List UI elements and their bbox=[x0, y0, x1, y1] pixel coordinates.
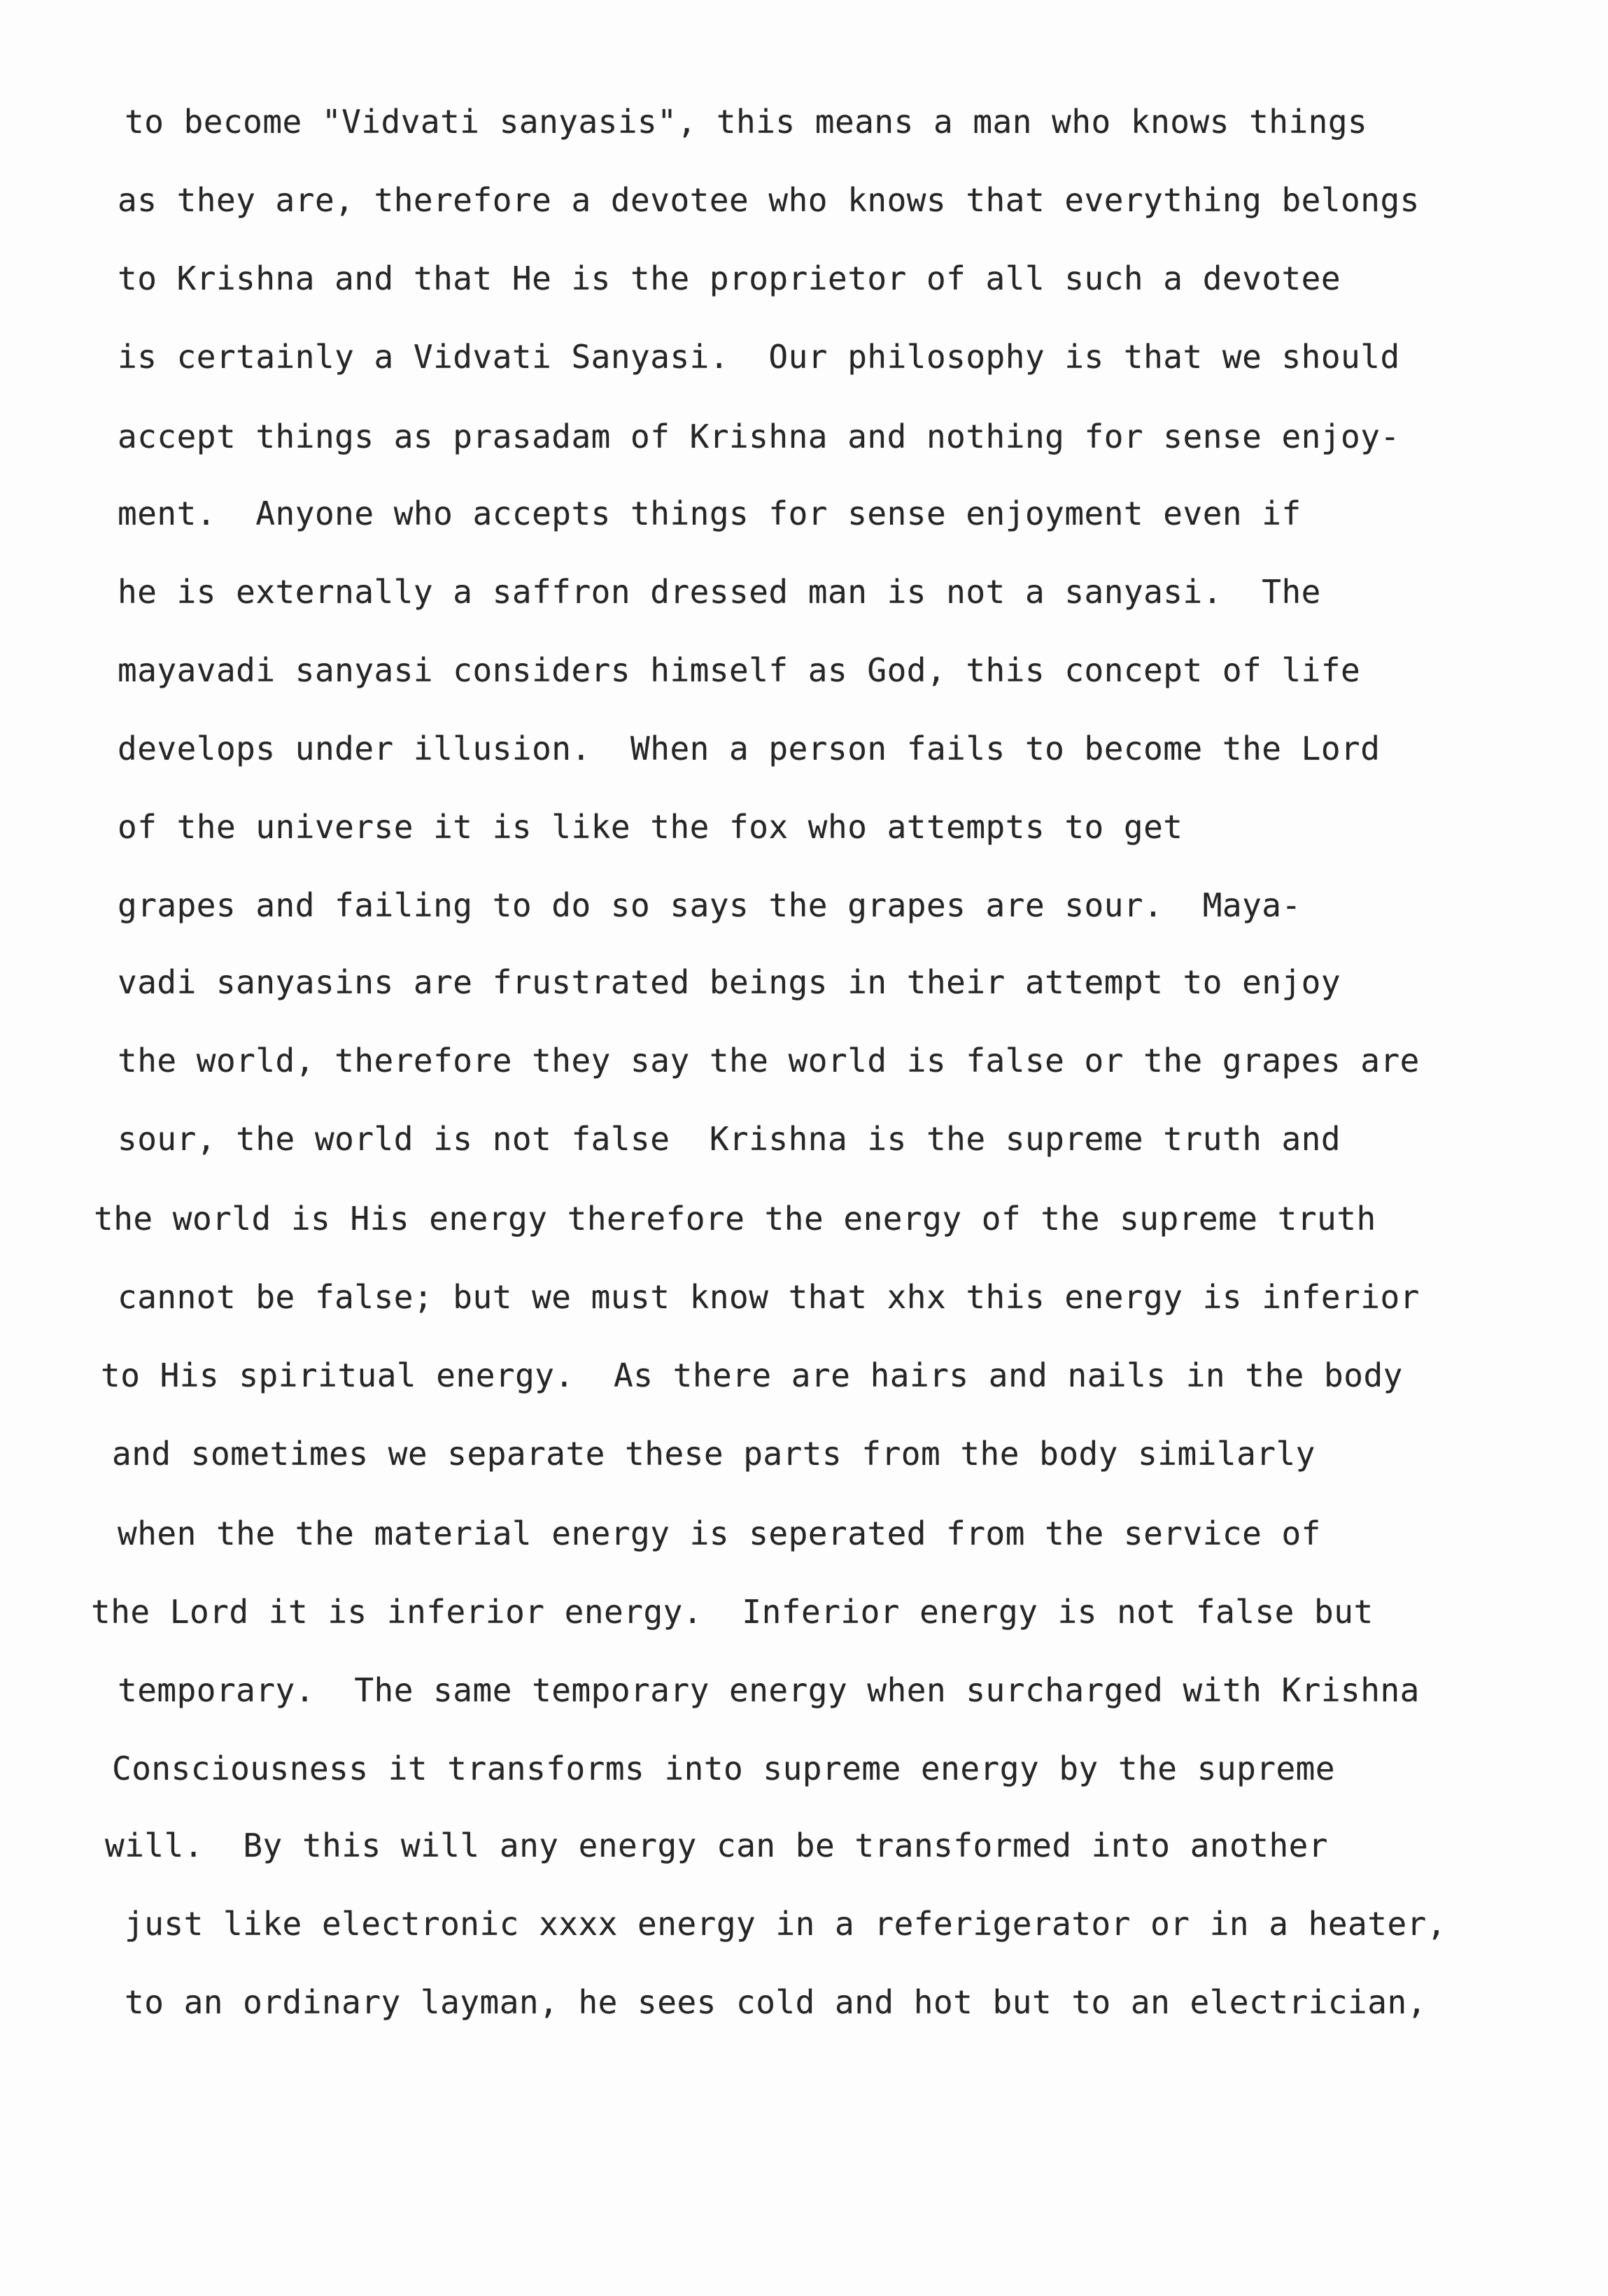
text-line: temporary. The same temporary energy when surcharged with Krishna bbox=[118, 1671, 1420, 1709]
text-line: is certainly a Vidvati Sanyasi. Our philosophy is that we should bbox=[118, 338, 1400, 376]
text-line: cannot be false; but we must know that xhx this energy is inferior bbox=[118, 1278, 1420, 1316]
text-line: develops under illusion. When a person fails to become the Lord bbox=[118, 730, 1381, 767]
text-line: the world, therefore they say the world is false or the grapes are bbox=[118, 1042, 1420, 1079]
text-line: just like electronic xxxx energy in a referigerator or in a heater, bbox=[125, 1905, 1447, 1943]
text-line: of the universe it is like the fox who attempts to get bbox=[118, 808, 1183, 846]
text-line: to His spiritual energy. As there are hairs and nails in the body bbox=[101, 1356, 1403, 1394]
text-line: as they are, therefore a devotee who knows that everything belongs bbox=[118, 181, 1420, 219]
text-line: sour, the world is not false Krishna is the supreme truth and bbox=[118, 1120, 1341, 1158]
text-line: Consciousness it transforms into supreme energy by the supreme bbox=[112, 1750, 1336, 1787]
text-line: accept things as prasadam of Krishna and nothing for sense enjoy- bbox=[118, 418, 1400, 455]
text-line: he is externally a saffron dressed man is not a sanyasi. The bbox=[118, 573, 1321, 611]
text-line: will. By this will any energy can be transformed into another bbox=[105, 1827, 1329, 1864]
text-line: grapes and failing to do so says the grapes are sour. Maya- bbox=[118, 886, 1302, 924]
text-line: and sometimes we separate these parts from the body similarly bbox=[112, 1435, 1316, 1473]
text-line: to an ordinary layman, he sees cold and hot but to an electrician, bbox=[125, 1983, 1427, 2021]
text-line: mayavadi sanyasi considers himself as God, this concept of life bbox=[118, 651, 1361, 689]
text-line: to Krishna and that He is the proprietor of all such a devotee bbox=[118, 260, 1341, 297]
text-line: to become "Vidvati sanyasis", this means a man who knows things bbox=[125, 103, 1368, 141]
text-line: the world is His energy therefore the energy of the supreme truth bbox=[94, 1200, 1376, 1238]
text-line: vadi sanyasins are frustrated beings in their attempt to enjoy bbox=[118, 963, 1341, 1001]
text-line: when the the material energy is seperated from the service of bbox=[118, 1515, 1321, 1552]
text-line: ment. Anyone who accepts things for sense enjoyment even if bbox=[118, 495, 1302, 532]
text-line: the Lord it is inferior energy. Inferior energy is not false but bbox=[91, 1593, 1374, 1631]
